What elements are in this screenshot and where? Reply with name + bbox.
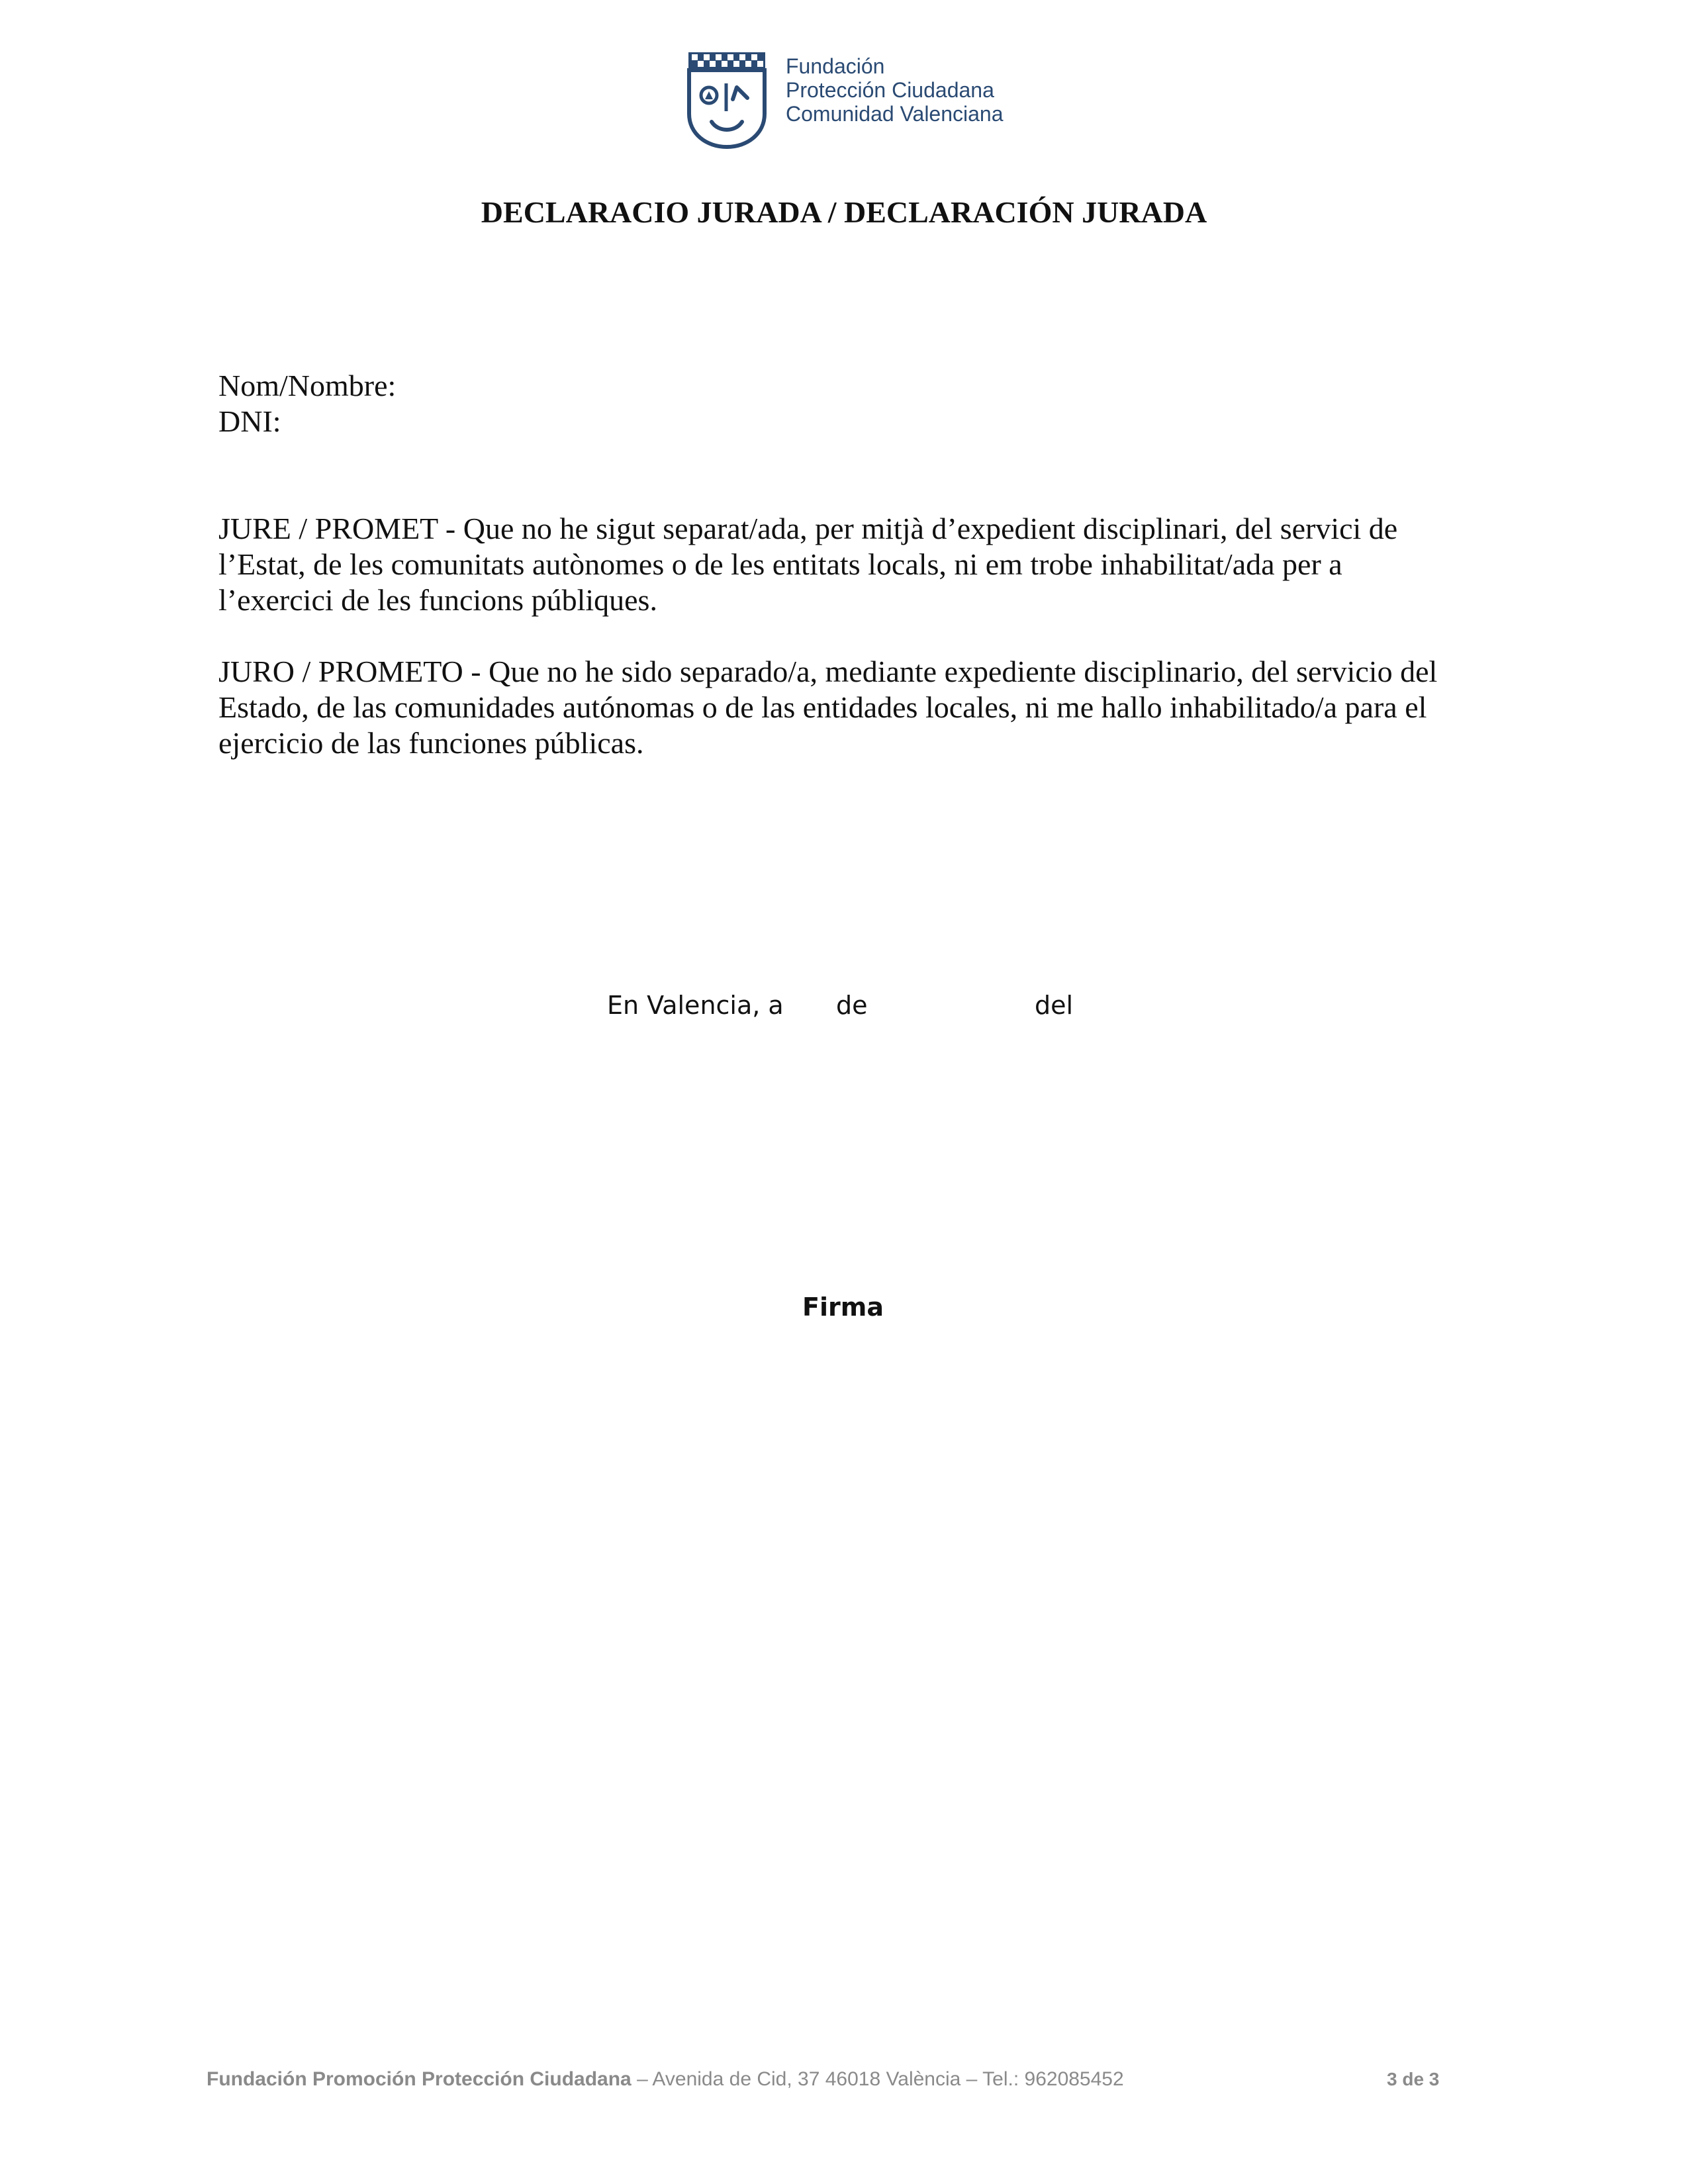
logo-text [786,54,1004,126]
date-year-connector: del [1035,991,1074,1020]
declaration-paragraph-spanish [218,654,1476,761]
page-number: 3 de 3 [1387,2069,1440,2089]
logo-line-1: Fundación [786,54,885,78]
declaration-paragraph-catalan [218,511,1476,618]
foundation-logo [686,50,1031,156]
date-place-label: En Valencia, a [607,991,784,1020]
paragraph-line: ejercicio de las funciones públicas. [218,726,644,760]
paragraph-line: JURO / PROMETO - Que no he sido separado/a, mediante expediente disciplinario, del servicio del [218,655,1438,688]
dni-field-label: DNI: [218,404,281,438]
paragraph-line: JURE / PROMET - Que no he sigut separat/ada, per mitjà d’expedient disciplinari, del servici de [218,512,1398,545]
signature-label: Firma [802,1293,884,1322]
shield-face-logo-icon [686,50,767,150]
name-field-label: Nom/Nombre: [218,369,397,402]
personal-fields [218,368,1476,439]
footer-organization: Fundación Promoción Protección Ciudadana [207,2068,632,2090]
document-title: DECLARACIO JURADA / DECLARACIÓN JURADA [481,195,1207,229]
footer-address: – Avenida de Cid, 37 46018 València – Tel.: 962085452 [631,2068,1124,2090]
page-footer [207,2068,1124,2091]
logo-line-2: Protección Ciudadana [786,78,994,102]
paragraph-line: l’exercici de les funcions públiques. [218,583,657,617]
date-month-connector: de [836,991,868,1020]
logo-line-3: Comunidad Valenciana [786,102,1004,126]
paragraph-line: l’Estat, de les comunitats autònomes o de les entitats locals, ni em trobe inhabilitat/ada per a [218,547,1342,581]
paragraph-line: Estado, de las comunidades autónomas o de las entidades locales, ni me hallo inhabilitado/a para el [218,690,1427,724]
